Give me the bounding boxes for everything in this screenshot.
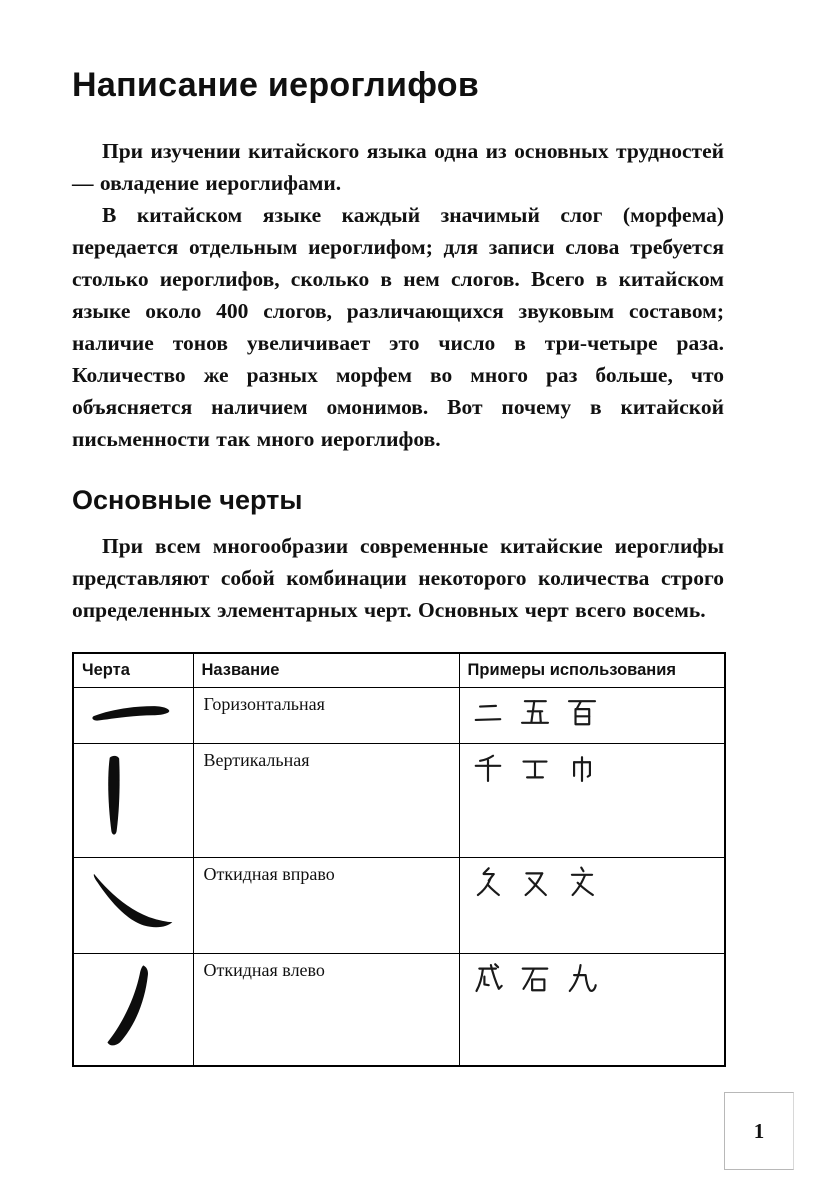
stroke-cell — [73, 954, 193, 1067]
hanzi-shi-icon — [517, 750, 553, 786]
examples-cell — [459, 688, 725, 744]
hanzi-cheng-icon — [470, 960, 506, 996]
page-title: Написание иероглифов — [72, 66, 480, 104]
stroke-cell — [73, 688, 193, 744]
hanzi-jin-icon — [564, 750, 600, 786]
page-number-box — [724, 1092, 794, 1170]
header-stroke: Черта — [73, 653, 193, 688]
intro-paragraph-1: При изучении китайского языка одна из основных трудностей — овладение иероглифами. — [72, 139, 724, 195]
intro-paragraph-2: В китайском языке каждый значимый слог (морфема) передается отдельным иероглифом; для записи слова требуется столько иероглифов, сколько в нем слогов. Всего в китайском языке около 400 слогов, различающихся звуковым составом; наличие тонов увеличивает это число в три-четыре раза. Количество же разных морфем во много раз больше, что объясняется наличием омонимов. Вот почему в китайской письменности так много иероглифов. — [72, 203, 724, 451]
horizontal-stroke-icon — [84, 694, 180, 732]
hanzi-qian-icon — [470, 750, 506, 786]
examples-cell — [459, 954, 725, 1067]
page-number: 1 — [753, 1118, 765, 1143]
stroke-name: Откидная влево — [193, 954, 459, 1067]
stroke-cell — [73, 858, 193, 954]
examples-cell — [459, 744, 725, 858]
stroke-name: Откидная вправо — [193, 858, 459, 954]
stroke-name: Вертикальная — [193, 744, 459, 858]
hanzi-you-icon — [517, 864, 553, 900]
table-header-row — [73, 653, 725, 688]
header-examples: Примеры использования — [459, 653, 725, 688]
examples-cell — [459, 858, 725, 954]
table-row — [73, 858, 725, 954]
hanzi-wen-icon — [564, 864, 600, 900]
hanzi-shi2-icon — [517, 960, 553, 996]
right-falling-stroke-icon — [84, 864, 184, 942]
stroke-name: Горизонтальная — [193, 688, 459, 744]
hanzi-wu-icon — [517, 694, 553, 730]
vertical-stroke-icon — [84, 750, 144, 846]
header-name: Название — [193, 653, 459, 688]
hanzi-er-icon — [470, 694, 506, 730]
hanzi-jiu-icon — [564, 960, 600, 996]
left-falling-stroke-icon — [84, 960, 156, 1054]
table-row — [73, 744, 725, 858]
hanzi-qian4-icon — [470, 864, 506, 900]
strokes-table — [72, 652, 726, 1067]
table-row — [73, 688, 725, 744]
stroke-cell — [73, 744, 193, 858]
table-row — [73, 954, 725, 1067]
hanzi-bai-icon — [564, 694, 600, 730]
section-title: Основные черты — [72, 485, 303, 515]
section-paragraph: При всем многообразии современные китайские иероглифы представляют собой комбинации некоторого количества строго определенных элементарных черт. Основных черт всего восемь. — [72, 534, 724, 622]
